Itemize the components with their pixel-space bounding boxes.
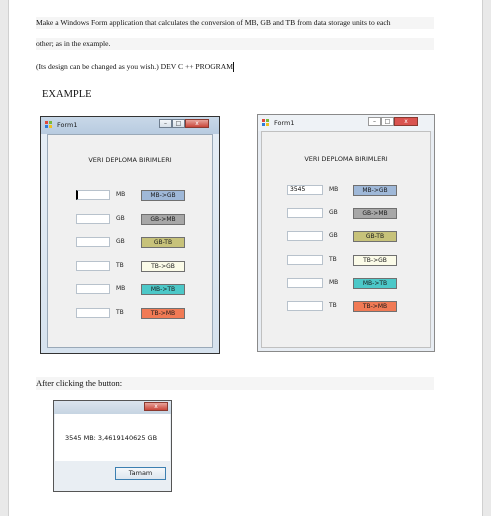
value-input[interactable] (287, 301, 323, 311)
message-box-titlebar[interactable] (54, 401, 171, 414)
convert-button[interactable]: MB->GB (141, 190, 185, 201)
result-message-box (53, 400, 172, 492)
unit-label: MB (329, 186, 339, 193)
convert-button[interactable]: GB->MB (141, 214, 185, 225)
unit-label: GB (116, 238, 125, 245)
form-client-area (261, 131, 431, 348)
task-description-line-2: other; as in the example. (36, 38, 434, 50)
unit-label: TB (116, 261, 124, 269)
value-input[interactable] (76, 237, 110, 247)
window-titlebar[interactable] (41, 117, 219, 134)
form1-window-empty (40, 116, 220, 354)
conversion-row (262, 208, 430, 220)
example-heading: EXAMPLE (42, 89, 92, 100)
conversion-row (262, 278, 430, 290)
conversion-row (262, 301, 430, 313)
unit-label: GB (329, 209, 338, 217)
convert-button[interactable]: TB->MB (353, 301, 397, 312)
conversion-row (262, 231, 430, 243)
maximize-button[interactable]: □ (172, 119, 185, 128)
value-input[interactable] (76, 284, 110, 294)
maximize-button[interactable]: □ (381, 117, 394, 126)
value-input[interactable] (287, 255, 323, 265)
value-input[interactable] (287, 208, 323, 218)
unit-label: TB (329, 255, 337, 263)
convert-button[interactable]: TB->MB (141, 308, 185, 319)
conversion-result-text: 3545 MB: 3,4619140625 GB (65, 434, 158, 442)
task-description-line-1: Make a Windows Form application that calculates the conversion of MB, GB and TB from data storage units to each (36, 17, 434, 29)
unit-label: TB (329, 302, 337, 309)
value-input[interactable] (76, 308, 110, 318)
value-input[interactable] (287, 278, 323, 288)
convert-button[interactable]: GB-TB (353, 231, 397, 242)
form1-window-filled (257, 114, 435, 352)
form-heading: VERI DEPLOMA BIRIMLERI (304, 155, 388, 163)
window-title: Form1 (274, 119, 295, 127)
convert-button[interactable]: MB->TB (141, 284, 185, 295)
conversion-row (48, 284, 212, 296)
value-input[interactable]: 3545 (287, 185, 323, 195)
close-button[interactable]: x (144, 402, 168, 411)
unit-label: GB (116, 214, 125, 222)
form-app-icon (45, 121, 53, 129)
task-description-text: (Its design can be changed as you wish.) DEV C ++ PROGRAM (36, 62, 233, 71)
value-input[interactable] (76, 261, 110, 271)
message-box-body (55, 414, 170, 461)
window-title: Form1 (57, 121, 78, 129)
form-client-area (47, 134, 213, 348)
window-titlebar[interactable] (258, 115, 434, 131)
conversion-row (48, 261, 212, 273)
conversion-row (48, 190, 212, 202)
minimize-button[interactable]: – (159, 119, 172, 128)
unit-label: GB (329, 232, 338, 240)
unit-label: MB (329, 278, 339, 286)
form-app-icon (262, 119, 270, 127)
convert-button[interactable]: GB->MB (353, 208, 397, 219)
convert-button[interactable]: GB-TB (141, 237, 185, 248)
conversion-row (48, 237, 212, 249)
convert-button[interactable]: MB->GB (353, 185, 397, 196)
form-heading: VERI DEPLOMA BIRIMLERI (88, 156, 172, 164)
task-description-line-3 (36, 61, 238, 73)
after-click-label: After clicking the button: (36, 377, 434, 390)
convert-button[interactable]: TB->GB (141, 261, 185, 272)
value-input[interactable] (287, 231, 323, 241)
value-input[interactable] (76, 214, 110, 224)
conversion-row (48, 308, 212, 320)
unit-label: MB (116, 191, 126, 198)
minimize-button[interactable]: – (368, 117, 381, 126)
close-button[interactable]: x (394, 117, 418, 126)
unit-label: TB (116, 308, 124, 316)
conversion-row (48, 214, 212, 226)
convert-button[interactable]: TB->GB (353, 255, 397, 266)
value-input[interactable] (76, 190, 110, 200)
unit-label: MB (116, 285, 126, 292)
ok-button[interactable]: Tamam (115, 467, 166, 480)
text-cursor (233, 62, 234, 72)
conversion-row (262, 185, 430, 197)
convert-button[interactable]: MB->TB (353, 278, 397, 289)
conversion-row (262, 255, 430, 267)
close-button[interactable]: x (185, 119, 209, 128)
